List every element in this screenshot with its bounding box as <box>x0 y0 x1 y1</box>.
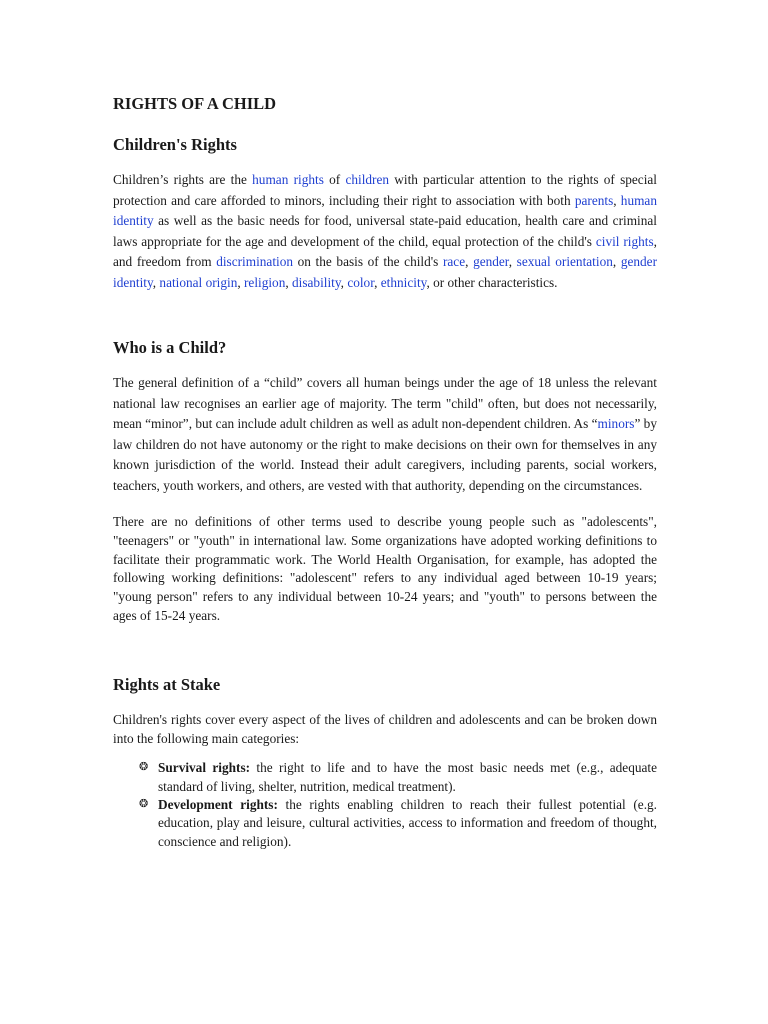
link-sexual-orientation[interactable]: sexual orientation <box>516 254 613 269</box>
bullet-icon: ❂ <box>139 761 149 774</box>
paragraph-child-definition: The general definition of a “child” covers all human beings under the age of 18 unless the relevant national law recognises an earlier age of majority. The term "child" often, but does not necessarily, mean “minor”, but can include adult children as well as adult non-dependent children. As “minors” by law children do not have autonomy or the right to make decisions on their own for themselves in any known jurisdiction of the world. Instead their adult caregivers, including parents, social workers, teachers, youth workers, and others, are vested with that authority, depending on the circumstances. <box>113 375 657 493</box>
link-national-origin[interactable]: national origin <box>159 274 238 290</box>
link-color[interactable]: color <box>347 274 375 290</box>
link-parents[interactable]: parents <box>574 192 614 208</box>
list-item-development-rights <box>113 796 657 851</box>
heading-who-is-a-child: Who is a Child? <box>113 338 227 357</box>
link-discrimination[interactable]: discrimination <box>216 254 294 269</box>
bullet-icon: ❂ <box>139 797 149 810</box>
link-gender[interactable]: gender <box>473 254 509 269</box>
item-label: Development rights: <box>158 796 278 812</box>
list-item-survival-rights <box>113 759 657 796</box>
item-text: the right to life and to have the most basic needs met (e.g., adequate standard of living, shelter, nutrition, medical treatment). <box>158 760 657 794</box>
link-children[interactable]: children <box>345 172 390 187</box>
link-race[interactable]: race <box>442 254 466 269</box>
paragraph-rights-intro: Children's rights cover every aspect of the lives of children and adolescents and can be broken down into the following main categories: <box>113 711 657 746</box>
link-human-identity[interactable]: human identity <box>113 192 657 228</box>
link-disability[interactable]: disability <box>292 274 341 290</box>
link-human-rights[interactable]: human rights <box>252 172 324 187</box>
heading-rights-at-stake: Rights at Stake <box>113 674 221 694</box>
item-text: the rights enabling children to reach their fullest potential (e.g. education, play and leisure, cultural activities, access to information and freedom of thought, conscience and religion). <box>158 796 657 849</box>
link-religion[interactable]: religion <box>244 274 286 290</box>
heading-childrens-rights: Children's Rights <box>113 135 237 154</box>
link-ethnicity[interactable]: ethnicity <box>380 274 427 290</box>
item-label: Survival rights: <box>158 760 251 776</box>
link-minors[interactable]: minors <box>597 416 635 431</box>
document-title: RIGHTS OF A CHILD <box>113 94 277 113</box>
link-gender-identity[interactable]: gender identity <box>113 254 658 290</box>
paragraph-childrens-rights: Children’s rights are the human rights of children with particular attention to the rights of special protection and care afforded to minors, including their right to association with both parents, human identity as well as the basic needs for food, universal state-paid education, health care and criminal laws appropriate for the age and development of the child, equal protection of the child's civil rights, and freedom from discrimination on the basis of the child's race, gender, sexual orientation, gender identity, national origin, religion, disability, color, ethnicity, or other characteristics. <box>113 172 658 290</box>
rights-category-list <box>113 759 657 850</box>
link-civil-rights[interactable]: civil rights <box>595 233 654 249</box>
document-body <box>113 94 657 851</box>
paragraph-young-people-terms: There are no definitions of other terms used to describe young people such as "adolescents", "teenagers" or "youth" in international law. Some organizations have adopted working definitions to facilitate their programmatic work. The World Health Organisation, for example, has adopted the following working definitions: "adolescent" refers to any individual aged between 10-19 years; "young person" refers to any individual between 10-24 years; and "youth" to persons between the ages of 15-24 years. <box>113 514 657 623</box>
